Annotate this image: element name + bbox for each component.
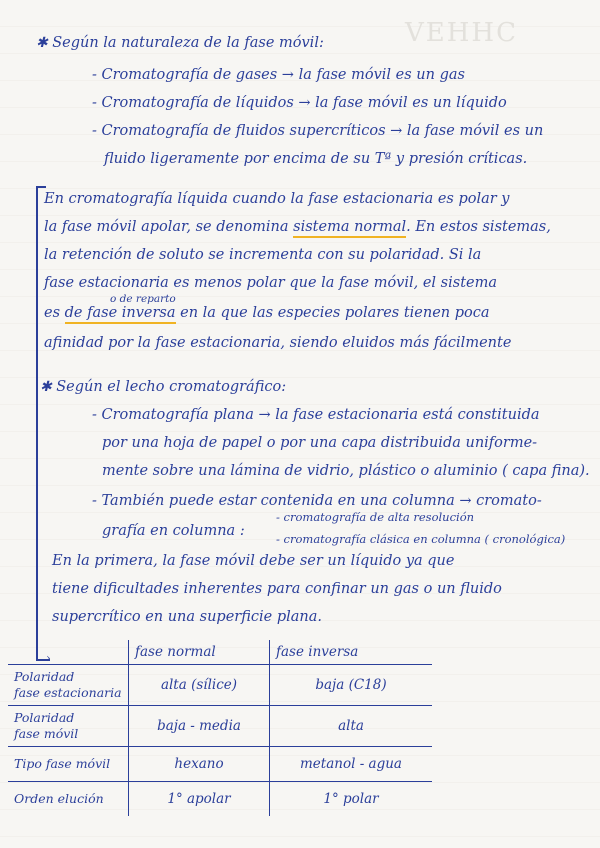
table-cell: metanol - agua [270,747,433,782]
asterisk-icon: ✱ [40,379,57,395]
para2-line: supercrítico en una superficie plana. [52,609,322,625]
table-row [8,782,432,817]
table-cell: 1° apolar [129,782,270,817]
sub-item: - cromatografía de alta resolución [276,510,475,524]
section1-continuation: fluido ligeramente por encima de su Tª y presión críticas. [104,151,528,167]
table-cell: 1° polar [270,782,433,817]
arrow-right-icon: › [46,651,51,665]
para2-line: tiene dificultades inherentes para confinar un gas o un fluido [52,581,502,597]
highlighted-term: de fase inversa [65,305,176,324]
table-row [8,747,432,782]
section2-item: - También puede estar contenida en una columna → cromato- [92,493,542,509]
table-row [8,665,432,706]
table-row [8,706,432,747]
para1-line: la fase móvil apolar, se denomina sistema normal. En estos sistemas, [44,218,551,236]
margin-bracket-top [36,186,46,188]
section1-item: - Cromatografía de fluidos supercríticos → la fase móvil es un [92,123,544,139]
section2-item: - Cromatografía plana → la fase estacionaria está constituida [92,407,540,423]
highlighted-term: sistema normal [293,219,406,238]
para1-line: En cromatografía líquida cuando la fase estacionaria es polar y [44,191,510,207]
section2-heading: ✱ Según el lecho cromatográfico: [40,379,287,395]
row-label: Orden elución [8,782,129,817]
section2-item-cont: por una hoja de papel o por una capa distribuida uniforme- [102,435,538,451]
row-label: Polaridad fase móvil [8,706,129,747]
para1-line: es de fase inversa en la que las especies polares tienen poca [44,304,490,322]
section2-item-cont: grafía en columna : [102,523,245,539]
table-cell: baja - media [129,706,270,747]
comparison-table [8,640,432,816]
table-cell: baja (C18) [270,665,433,706]
row-label: Tipo fase móvil [8,747,129,782]
table-header: fase normal [129,640,270,665]
section1-heading: ✱ Según la naturaleza de la fase móvil: [36,35,324,51]
margin-bracket-line [36,186,38,660]
section1-item: - Cromatografía de gases → la fase móvil es un gas [92,67,465,83]
table-cell: hexano [129,747,270,782]
table-cell: alta [270,706,433,747]
para1-line: la retención de soluto se incrementa con su polaridad. Si la [44,247,482,263]
sub-item: - cromatografía clásica en columna ( cronológica) [276,532,566,546]
para1-line: afinidad por la fase estacionaria, siendo eluidos más fácilmente [44,335,512,351]
table-corner [8,640,129,665]
para2-line: En la primera, la fase móvil debe ser un líquido ya que [52,553,455,569]
table-header-row [8,640,432,665]
section1-item: - Cromatografía de líquidos → la fase móvil es un líquido [92,95,507,111]
table-cell: alta (sílice) [129,665,270,706]
para1-line: fase estacionaria es menos polar que la fase móvil, el sistema [44,275,498,291]
inserted-annotation: o de reparto [110,293,176,305]
section2-item-cont: mente sobre una lámina de vidrio, plástico o aluminio ( capa fina). [102,463,590,479]
table-header: fase inversa [270,640,433,665]
bleed-through-text: VEHHC [405,18,518,48]
row-label: Polaridad fase estacionaria [8,665,129,706]
asterisk-icon: ✱ [36,35,53,51]
